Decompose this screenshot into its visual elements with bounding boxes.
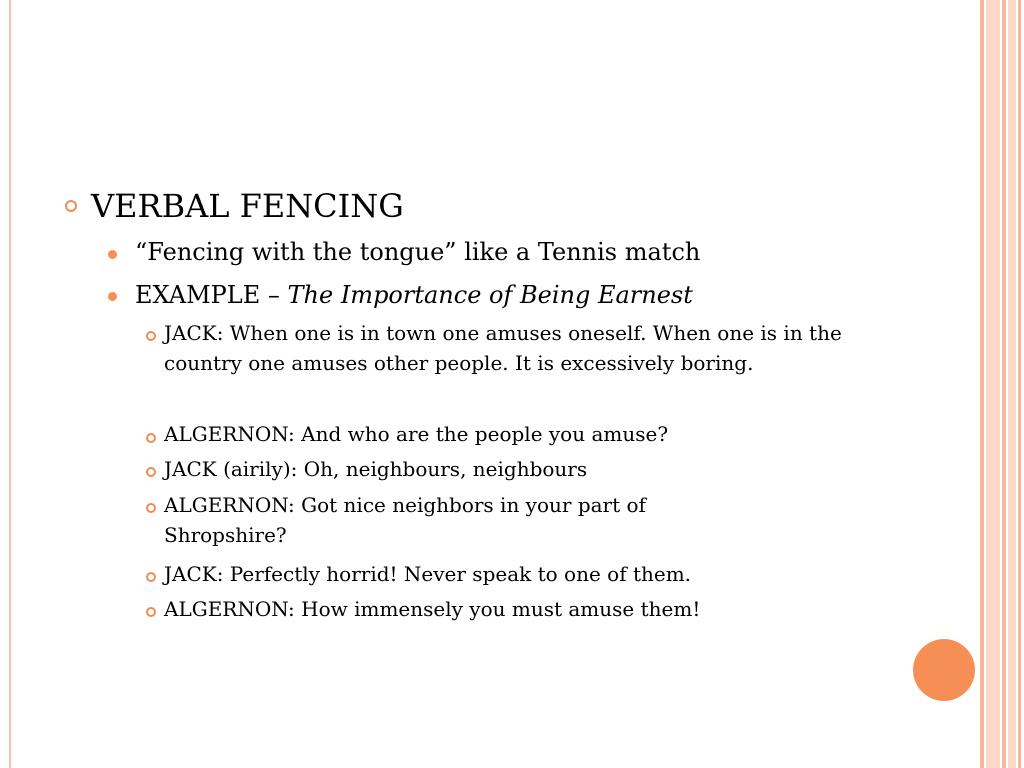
dialogue-line: JACK: Perfectly horrid! Never speak to one of them. <box>164 562 692 586</box>
dot-bullet-icon <box>108 292 117 301</box>
ring-bullet-icon <box>146 467 156 477</box>
dialogue-line: JACK (airily): Oh, neighbours, neighbours <box>164 457 588 481</box>
dialogue-line: JACK: When one is in town one amuses oneself. When one is in the country one amuses other people. It is excessively boring. <box>164 321 842 375</box>
decorative-stripes <box>978 0 1024 768</box>
decorative-circle <box>913 639 975 701</box>
dialogue-line: ALGERNON: How immensely you must amuse them! <box>164 597 701 621</box>
dot-bullet-icon <box>108 250 117 259</box>
left-frame-line <box>9 0 11 768</box>
ring-bullet-icon <box>146 607 156 617</box>
bullet-example <box>135 280 693 310</box>
stripe <box>986 0 1000 768</box>
ring-bullet-icon <box>146 331 156 341</box>
stripe <box>1008 0 1016 768</box>
stripe <box>980 0 984 768</box>
ring-bullet-icon <box>146 503 156 513</box>
stripe <box>1018 0 1021 768</box>
bullet-text: “Fencing with the tongue” like a Tennis match <box>135 238 701 266</box>
example-prefix: EXAMPLE – <box>135 281 288 309</box>
stripe <box>1002 0 1006 768</box>
ring-bullet-icon <box>65 200 77 212</box>
play-title: The Importance of Being Earnest <box>287 281 693 309</box>
slide-heading: VERBAL FENCING <box>91 187 404 225</box>
ring-bullet-icon <box>146 572 156 582</box>
ring-bullet-icon <box>146 433 156 443</box>
dialogue-line: ALGERNON: Got nice neighbors in your part of Shropshire? <box>164 493 646 547</box>
dialogue-line: ALGERNON: And who are the people you amuse? <box>164 422 669 446</box>
